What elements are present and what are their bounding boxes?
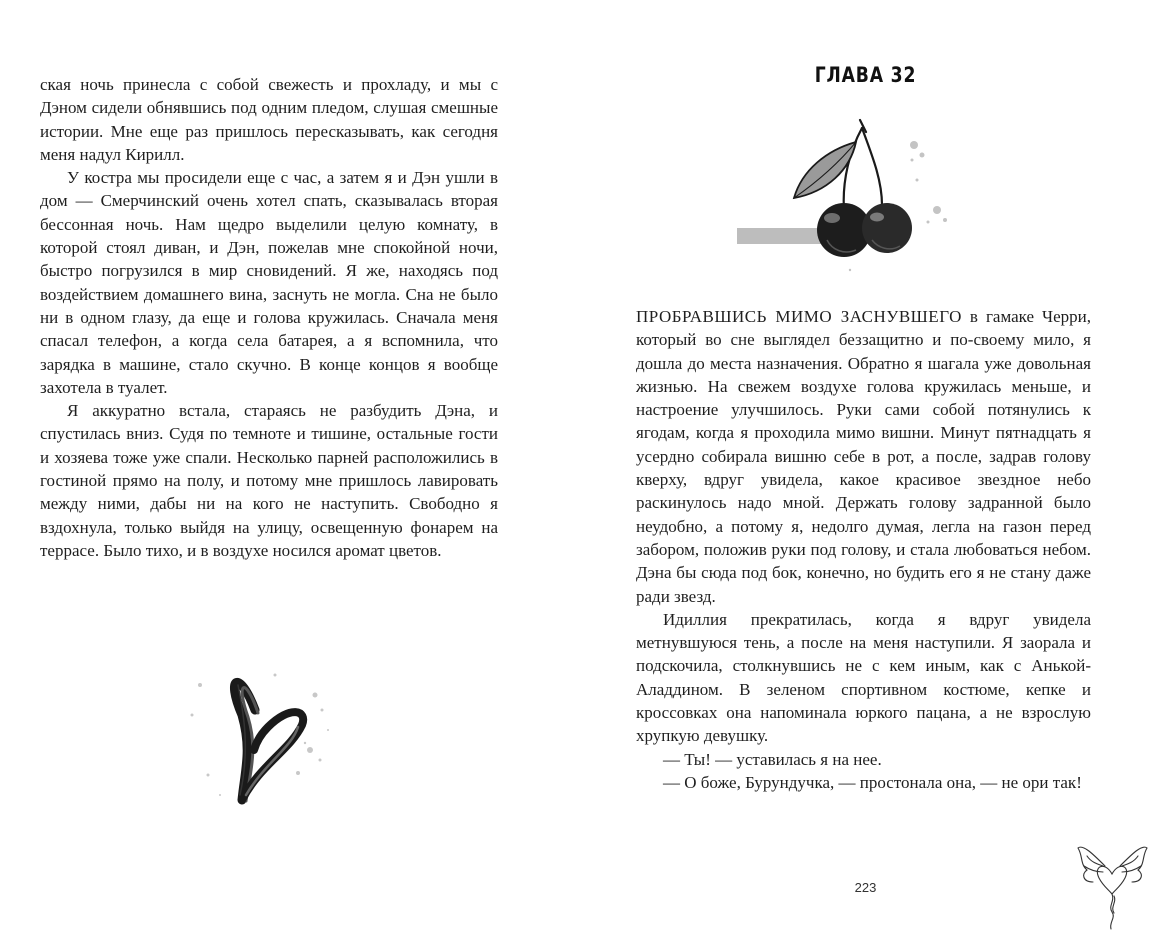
heart-illustration [180,655,340,810]
paragraph: — Ты! — уставилась я на нее. [663,749,882,769]
chapter-title: ГЛАВА 32 [814,63,917,87]
opening-caps: ПРОБРАВШИСЬ МИМО ЗАСНУВШЕГО [636,307,962,326]
opening-rest: в гамаке Черри, который во сне выглядел беззащитно и по-своему мило, я дошла до места назначения. Обратно я шагала уже довольная жизнью. На свежем воздухе голова кружилась меньше, и настроение улучшилось. Руки сами собой потянулись к ягодам, когда я проходила мимо вишни. Минут пятнадцать я усердно собирала вишню себе в рот, а после, задрав голову кверху, вдруг увидела, какое красивое звездное небо раскинулось надо мной. Держать голову задранной было неудобно, а потому я, недолго думая, легла на газон перед забором, положив руки под голову, и стала любоваться небом. Дэна бы сюда под бок, конечно, но будить его я не стану даже ради звезд. [636,307,1092,606]
paragraph: ская ночь принесла с собой свежесть и прохладу, и мы с Дэном сидели обнявшись под одним пледом, слушая смешные истории. Мне еще раз пришлось пересказывать, как сегодня меня надул Кирилл. [40,75,498,164]
paragraph: Идиллия прекратилась, когда я вдруг увидела метнувшуюся тень, а после на меня наступили. Я заорала и подскочила, столкнувшись не с кем иным, как с Анькой-Аладдином. В зеленом спортивном костюме, кепке и кроссовках она напоминала юркого пацана, а не взрослую хрупкую девушку. [636,609,1091,746]
paragraph: — О боже, Бурундучка, — простонала она, — не ори так! [663,772,1082,792]
right-page-text [636,305,1091,794]
winged-heart-illustration [1075,836,1150,931]
paragraph-opening [636,305,1091,608]
paragraph: У костра мы просидели еще с час, а затем я и Дэн ушли в дом — Смерчинский очень хотел спать, сказывалась вторая бессонная ночь. Нам щедро выделили целую комнату, в которой стоял диван, и Дэн, пожелав мне спокойной ночи, быстро погрузился в мир сновидений. Я же, находясь под воздействием домашнего вина, заснуть не могла. Сна не было ни в одном глазу, да еще и голова кружилась. Сначала меня спасал телефон, а когда села батарея, а я вспомнила, что зарядка в машине, стало скучно. В конце концов я вообще захотела в туалет. [40,168,498,397]
cherry-illustration [732,110,977,290]
right-page [577,0,1154,935]
page-number: 223 [854,880,877,895]
paragraph: Я аккуратно встала, стараясь не разбудить Дэна, и спустилась вниз. Судя по темноте и тишине, остальные гости и хозяева тоже уже спали. Несколько парней расположились в гостиной прямо на полу, и потому мне пришлось лавировать между ними, дабы ни на кого не наступить. Свободно я вздохнула, только выйдя на улицу, освещенную фонарем на террасе. Было тихо, и в воздухе носился аромат цветов. [40,401,498,560]
left-page-text [40,73,498,562]
